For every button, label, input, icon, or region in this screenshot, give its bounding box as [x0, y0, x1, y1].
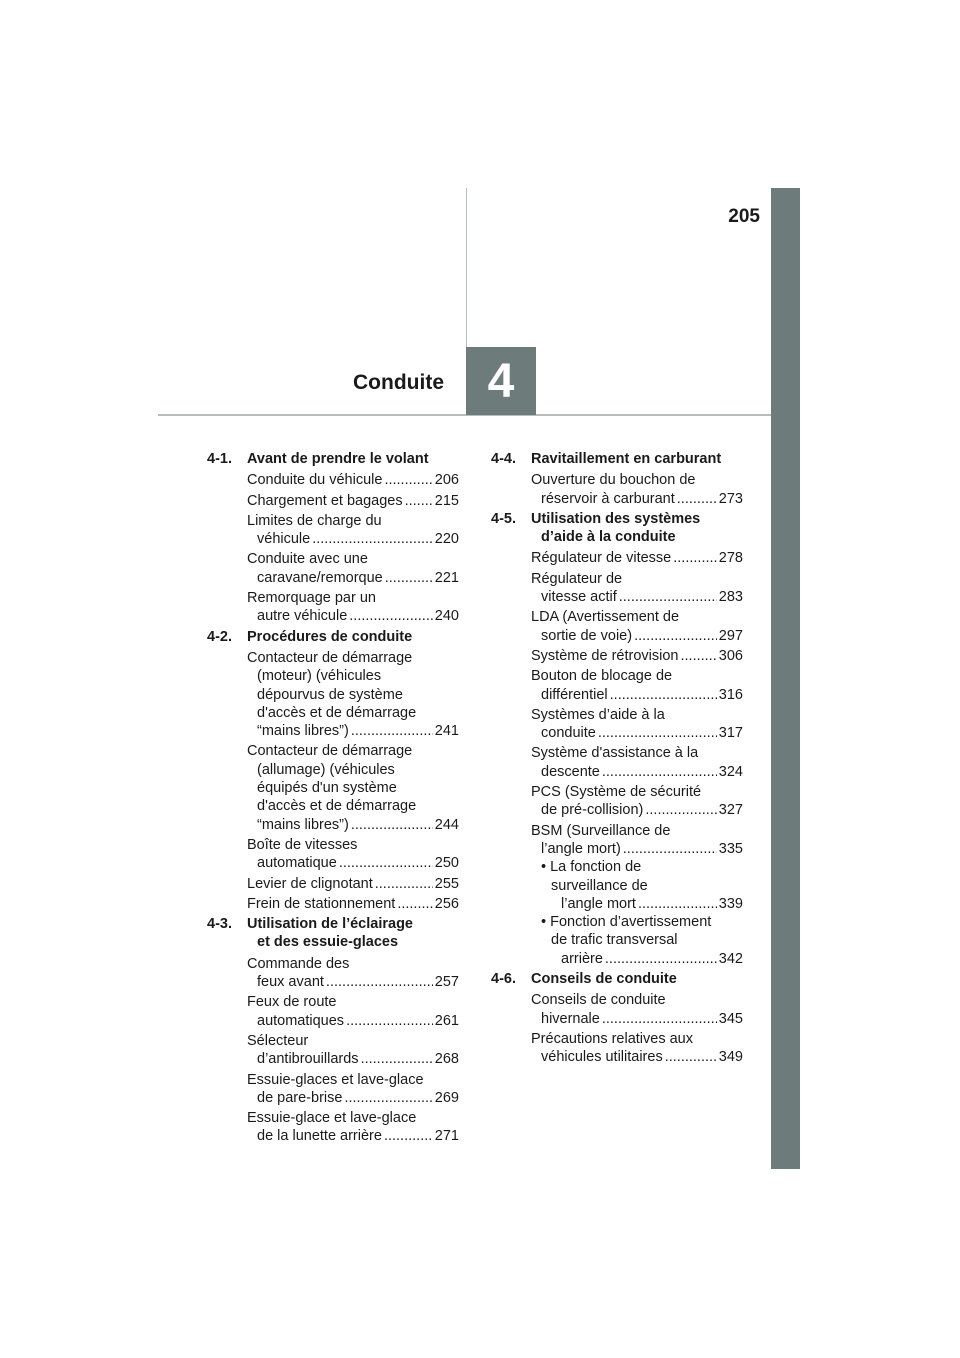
toc-entry-last-line	[247, 607, 459, 625]
toc-entry[interactable]	[491, 570, 743, 607]
toc-entry-text: “mains libres”)	[257, 816, 349, 833]
toc-entry-last-line	[247, 1127, 459, 1145]
toc-page-number: 317	[718, 725, 743, 742]
dot-leader	[610, 686, 717, 704]
toc-entry-line: Commande des	[247, 955, 350, 972]
toc-entry-text: vitesse actif	[541, 589, 617, 606]
toc-entry-last-line	[247, 875, 459, 893]
chapter-number-box: 4	[466, 347, 536, 415]
toc-section-title	[247, 915, 459, 952]
dot-leader	[385, 569, 433, 587]
toc-page-number: 324	[718, 763, 743, 780]
toc-entry-last-line	[247, 722, 459, 740]
toc-entry-text: automatique	[257, 855, 337, 872]
toc-section	[491, 970, 743, 1066]
toc-entry-text: conduite	[541, 725, 596, 742]
toc-entry-last-line	[247, 973, 459, 991]
toc-entry-line: LDA (Avertissement de	[531, 609, 680, 626]
toc-section-title	[247, 628, 459, 646]
toc-sub-entry-line: de trafic transversal	[551, 932, 678, 949]
toc-section	[207, 450, 459, 626]
toc-entry[interactable]	[207, 550, 459, 587]
toc-entry-last-line	[531, 840, 743, 858]
toc-entry-last-line	[531, 801, 743, 819]
toc-entry-line: d'accès et de démarrage	[257, 704, 417, 721]
toc-section-heading[interactable]	[207, 915, 459, 952]
toc-column-left	[207, 450, 459, 1148]
toc-entry-line: Feux de route	[247, 994, 337, 1011]
toc-entry-last-line	[531, 724, 743, 742]
toc-section-title-line: Ravitaillement en carburant	[531, 451, 722, 467]
dot-leader	[598, 724, 717, 742]
toc-page-number: 255	[434, 875, 459, 892]
toc-section-number: 4-1.	[207, 451, 232, 467]
toc-entry-last-line	[531, 1048, 743, 1066]
toc-page-number: 268	[434, 1051, 459, 1068]
toc-entry-line: Limites de charge du	[247, 512, 382, 529]
toc-section	[491, 510, 743, 968]
chapter-title: Conduite	[353, 371, 444, 394]
toc-sub-entry-line: surveillance de	[551, 877, 648, 894]
toc-sub-entry[interactable]	[531, 913, 743, 968]
toc-entry[interactable]	[207, 1109, 459, 1146]
toc-entry-text: réservoir à carburant	[541, 490, 675, 507]
toc-entry[interactable]	[491, 744, 743, 781]
toc-page-number: 349	[718, 1049, 743, 1066]
toc-entry-line: Essuie-glaces et lave-glace	[247, 1071, 424, 1088]
dot-leader	[361, 1050, 433, 1068]
toc-entry-text: l’angle mort	[561, 895, 636, 912]
dot-leader	[384, 471, 432, 489]
toc-page-number: 257	[434, 974, 459, 991]
toc-entry[interactable]	[491, 647, 743, 665]
toc-entry-text: de pare-brise	[257, 1089, 343, 1106]
toc-entry-text: descente	[541, 763, 600, 780]
toc-entry[interactable]	[491, 1030, 743, 1067]
toc-page-number: 250	[434, 855, 459, 872]
toc-section-title	[531, 450, 743, 468]
toc-entry-line: Boîte de vitesses	[247, 836, 358, 853]
toc-section-title-line: Procédures de conduite	[247, 628, 413, 645]
toc-entry-text: Système de rétrovision	[531, 647, 679, 664]
toc-entry-line: Contacteur de démarrage	[247, 743, 413, 760]
toc-entry-last-line	[247, 1089, 459, 1107]
toc-page-number: 316	[718, 686, 743, 703]
toc-entry-last-line	[531, 490, 743, 508]
toc-entry[interactable]	[491, 991, 743, 1028]
toc-entry-last-line	[247, 816, 459, 834]
toc-section-heading[interactable]	[491, 510, 743, 547]
toc-entry-text: Régulateur de vitesse	[531, 550, 672, 567]
toc-entry-text: l’angle mort)	[541, 840, 621, 857]
toc-entry-text: Frein de stationnement	[247, 895, 396, 912]
dot-leader	[677, 490, 717, 508]
toc-entry[interactable]	[207, 875, 459, 893]
toc-entry-last-line	[247, 1012, 459, 1030]
toc-page-number: 327	[718, 802, 743, 819]
toc-entry-text: hivernale	[541, 1010, 600, 1027]
toc-page-number: 283	[718, 589, 743, 606]
toc-page-number: 261	[434, 1012, 459, 1029]
toc-entry-last-line	[541, 895, 743, 913]
dot-leader	[680, 647, 716, 665]
toc-entry-last-line	[531, 627, 743, 645]
dot-leader	[602, 1010, 717, 1028]
toc-entry-line: (allumage) (véhicules	[257, 761, 395, 778]
toc-entry-last-line	[531, 686, 743, 704]
chapter-rule	[158, 414, 771, 416]
toc-entry-line: (moteur) (véhicules	[257, 668, 382, 685]
chapter-thumb-tab	[771, 188, 800, 1169]
toc-section-title-line: Utilisation de l’éclairage	[247, 916, 413, 933]
dot-leader	[384, 1127, 433, 1145]
toc-page-number: 306	[718, 647, 743, 664]
toc-page-number: 345	[718, 1010, 743, 1027]
toc-entry-line: Conduite avec une	[247, 551, 368, 568]
dot-leader	[623, 840, 717, 858]
toc-entry-text: véhicule	[257, 531, 311, 548]
toc-page-number: 271	[434, 1128, 459, 1145]
toc-entry-line: Ouverture du bouchon de	[531, 472, 696, 489]
dot-leader	[634, 627, 717, 645]
dot-leader	[602, 763, 717, 781]
toc-entry-text: sortie de voie)	[541, 627, 633, 644]
toc-entry[interactable]	[491, 822, 743, 968]
toc-entry-last-line	[247, 854, 459, 872]
toc-entry-line: Systèmes d’aide à la	[531, 706, 665, 723]
toc-section-title	[247, 450, 459, 468]
toc-page-number: 221	[434, 569, 459, 586]
toc-entry-line: Système d'assistance à la	[531, 745, 699, 762]
dot-leader	[326, 973, 433, 991]
toc-section-heading[interactable]	[207, 450, 459, 468]
toc-entry[interactable]	[491, 783, 743, 820]
toc-section-title-line: d’aide à la conduite	[541, 529, 676, 546]
toc-entry-text: véhicules utilitaires	[541, 1049, 663, 1066]
toc-entry-last-line	[247, 492, 459, 510]
toc-entry[interactable]	[207, 993, 459, 1030]
toc-entry-line: Remorquage par un	[247, 590, 376, 607]
toc-entry-line: Régulateur de	[531, 570, 623, 587]
chapter-divider	[466, 188, 467, 348]
toc-section-title-line: et des essuie-glaces	[257, 934, 399, 951]
toc-section-title-line: Utilisation des systèmes	[531, 510, 701, 527]
toc-entry[interactable]	[491, 471, 743, 508]
toc-page-number: 240	[434, 608, 459, 625]
toc-entry-last-line	[247, 1050, 459, 1068]
toc-section-number: 4-2.	[207, 628, 232, 645]
dot-leader	[375, 875, 433, 893]
toc-entry[interactable]	[207, 1071, 459, 1108]
toc-entry-last-line	[247, 569, 459, 587]
toc-entry-text: différentiel	[541, 686, 608, 703]
toc-entry-line: Essuie-glace et lave-glace	[247, 1110, 417, 1127]
toc-entry-last-line	[531, 1010, 743, 1028]
dot-leader	[397, 895, 432, 913]
toc-page-number: 278	[718, 550, 743, 567]
toc-sub-entry-line: • Fonction d’avertissement	[541, 914, 712, 931]
dot-leader	[605, 950, 717, 968]
toc-page-number: 215	[434, 492, 459, 509]
toc-entry-last-line	[247, 471, 459, 489]
toc-sub-entry[interactable]	[531, 858, 743, 913]
toc-section-heading[interactable]	[491, 450, 743, 468]
toc-column-right	[491, 450, 743, 1069]
toc-page-number: 342	[718, 950, 743, 967]
toc-entry[interactable]	[207, 1032, 459, 1069]
toc-page-number: 256	[434, 895, 459, 912]
dot-leader	[344, 1089, 432, 1107]
toc-section-number: 4-5.	[491, 510, 516, 527]
toc-entry-text: de la lunette arrière	[257, 1128, 382, 1145]
toc-page-number: 206	[434, 472, 459, 489]
dot-leader	[405, 492, 433, 510]
toc-entry-line: équipés d'un système	[257, 780, 397, 797]
toc-page-number: 297	[718, 627, 743, 644]
toc-entry-line: Sélecteur	[247, 1032, 309, 1049]
page-number: 205	[728, 206, 760, 227]
toc-section-heading[interactable]	[207, 628, 459, 646]
dot-leader	[645, 801, 716, 819]
toc-entry-last-line	[247, 895, 459, 913]
toc-entry-text: automatiques	[257, 1012, 345, 1029]
dot-leader	[638, 895, 717, 913]
toc-entry[interactable]	[207, 742, 459, 833]
toc-entry[interactable]	[207, 589, 459, 626]
toc-entry-text: caravane/remorque	[257, 569, 383, 586]
toc-section-number: 4-4.	[491, 451, 516, 467]
toc-entry[interactable]	[207, 895, 459, 913]
toc-section	[207, 628, 459, 913]
toc-entry[interactable]	[207, 955, 459, 992]
dot-leader	[351, 722, 433, 740]
toc-section-title	[531, 510, 743, 547]
toc-page-number: 220	[434, 531, 459, 548]
toc-entry-line: Précautions relatives aux	[531, 1030, 693, 1047]
toc-entry-last-line	[531, 647, 743, 665]
toc-entry-last-line	[531, 549, 743, 567]
toc-entry-last-line	[531, 588, 743, 606]
toc-entry[interactable]	[491, 549, 743, 567]
dot-leader	[351, 816, 433, 834]
toc-sub-entry-line: • La fonction de	[541, 859, 642, 876]
toc-section-title	[531, 970, 743, 988]
toc-section-number: 4-3.	[207, 916, 232, 933]
toc-entry-text: Levier de clignotant	[247, 875, 373, 892]
toc-entry-text: arrière	[561, 950, 603, 967]
toc-entry-last-line	[541, 950, 743, 968]
toc-page-number: 269	[434, 1089, 459, 1106]
toc-entry-text: Chargement et bagages	[247, 492, 403, 509]
toc-entry-text: Conduite du véhicule	[247, 472, 383, 489]
toc-section-heading[interactable]	[491, 970, 743, 988]
toc-page-number: 339	[718, 895, 743, 912]
dot-leader	[673, 549, 717, 567]
toc-entry[interactable]	[491, 706, 743, 743]
dot-leader	[349, 607, 433, 625]
dot-leader	[619, 588, 717, 606]
toc-page-number: 335	[718, 840, 743, 857]
toc-entry[interactable]	[207, 512, 459, 549]
toc-section	[491, 450, 743, 508]
dot-leader	[339, 854, 433, 872]
toc-entry[interactable]	[207, 649, 459, 740]
toc-section-number: 4-6.	[491, 971, 516, 988]
toc-entry-text: feux avant	[257, 974, 324, 991]
toc-page-number: 273	[718, 490, 743, 507]
toc-page-number: 244	[434, 816, 459, 833]
toc-entry-text: “mains libres”)	[257, 723, 349, 740]
toc-entry[interactable]	[207, 836, 459, 873]
dot-leader	[312, 530, 433, 548]
toc-entry-line: dépourvus de système	[257, 686, 403, 703]
toc-section-title-line: Conseils de conduite	[531, 971, 677, 988]
toc-entry-text: autre véhicule	[257, 608, 348, 625]
toc-entry-text: de pré-collision)	[541, 802, 644, 819]
toc-section-title-line: Avant de prendre le volant	[247, 451, 429, 467]
toc-entry-line: Contacteur de démarrage	[247, 649, 413, 666]
toc-entry[interactable]	[491, 667, 743, 704]
toc-entry-line: Conseils de conduite	[531, 992, 666, 1009]
toc-entry-line: PCS (Système de sécurité	[531, 784, 702, 801]
toc-entry-last-line	[247, 530, 459, 548]
toc-entry-line: d'accès et de démarrage	[257, 798, 417, 815]
toc-entry-line: Bouton de blocage de	[531, 668, 673, 685]
toc-entry-text: d’antibrouillards	[257, 1051, 359, 1068]
toc-entry[interactable]	[207, 492, 459, 510]
toc-entry-line: BSM (Surveillance de	[531, 822, 671, 839]
dot-leader	[346, 1012, 433, 1030]
toc-entry-last-line	[531, 763, 743, 781]
toc-entry[interactable]	[207, 471, 459, 489]
dot-leader	[665, 1048, 717, 1066]
toc-page-number: 241	[434, 723, 459, 740]
toc-section	[207, 915, 459, 1146]
toc-entry[interactable]	[491, 608, 743, 645]
